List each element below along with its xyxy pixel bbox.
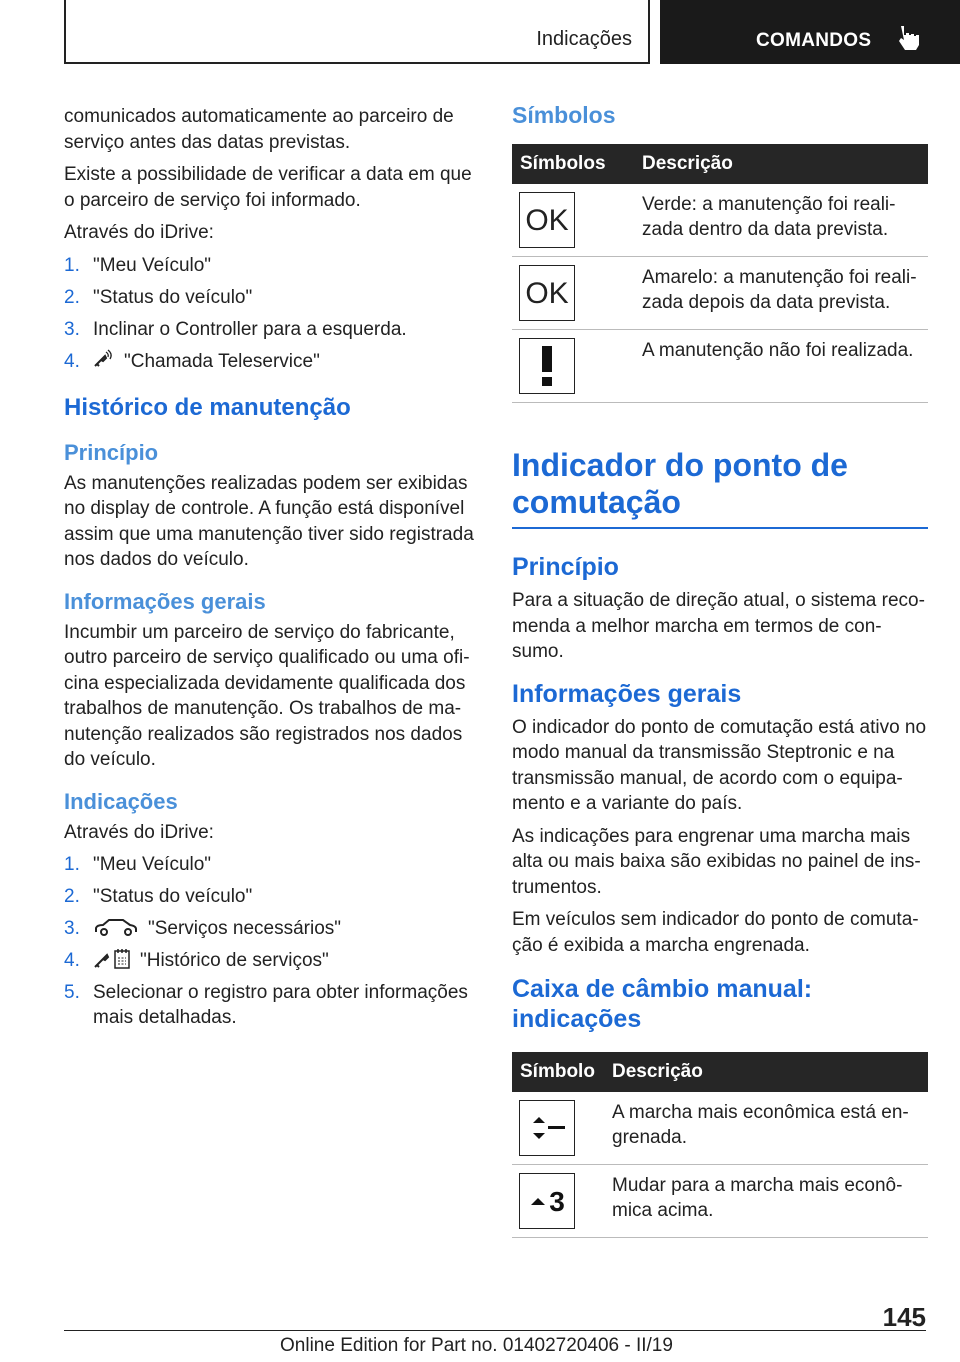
subsection-heading: Símbolos [512, 102, 616, 128]
left-column [64, 104, 476, 1037]
header-chapter-box [660, 0, 960, 64]
subsection-heading: Informações gerais [64, 588, 266, 614]
table-row [512, 1165, 928, 1238]
footer-edition: Online Edition for Part no. 01402720406 - II/19 [280, 1335, 673, 1356]
step-number: 4. [64, 350, 80, 372]
header-section-box [64, 0, 650, 64]
shift-up-icon: 3 [519, 1173, 575, 1229]
list-item [64, 349, 476, 374]
step-number: 5. [64, 982, 80, 1003]
symbol-cell [512, 184, 634, 257]
symbols-table [512, 144, 928, 403]
step-text: "Histórico de serviços" [140, 950, 329, 971]
column-header: Descrição [604, 1052, 928, 1092]
step-number: 1. [64, 854, 80, 875]
section-heading: Histórico de manutenção [64, 393, 351, 421]
paragraph: Incumbir um parceiro de serviço do fabricante, outro parceiro de serviço qualificado ou uma ofi‐ cina especializada devidamente qualificada dos trabalhos de manutenção. Os trabalhos de ma‐ nutenção realizados são registrados nos dados do veículo. [64, 621, 470, 770]
symbol-cell [512, 330, 634, 403]
subsection-heading: Princípio [64, 439, 159, 465]
step-number: 1. [64, 254, 80, 276]
list-item [64, 980, 476, 1030]
paragraph: Existe a possibilidade de verificar a data em que o parceiro de serviço foi informado. [64, 164, 472, 211]
gear-indications-table [512, 1052, 928, 1238]
step-text: "Status do veículo" [93, 286, 253, 308]
step-number: 2. [64, 286, 80, 308]
car-service-icon [93, 917, 139, 937]
list-item [64, 884, 476, 909]
gear-engaged-icon [519, 1100, 575, 1156]
paragraph: As manutenções realizadas podem ser exibidas no display de controle. A função está disponível assim que uma manutenção tiver sido registrada nos dados do veículo. [64, 472, 474, 570]
table-row [512, 330, 928, 403]
right-column [512, 102, 928, 1238]
table-row [512, 1092, 928, 1165]
description-cell: Mudar para a marcha mais econô‐ mica acima. [604, 1165, 928, 1238]
table-row [512, 184, 928, 257]
description-cell: A manutenção não foi realizada. [634, 330, 928, 403]
paragraph: comunicados automaticamente ao parceiro de serviço antes das datas previstas. [64, 106, 454, 153]
description-cell: Verde: a manutenção foi reali‐ zada dentro da data prevista. [634, 184, 928, 257]
service-history-icon [93, 948, 131, 970]
list-item [64, 852, 476, 877]
column-header: Descrição [634, 144, 928, 184]
page-number: 145 [882, 1302, 926, 1332]
column-header: Símbolos [512, 144, 634, 184]
paragraph: Através do iDrive: [64, 821, 214, 843]
description-cell: A marcha mais econômica está en‐ grenada. [604, 1092, 928, 1165]
step-number: 3. [64, 318, 80, 340]
ok-icon: OK [519, 265, 575, 321]
steps-list [64, 253, 476, 374]
paragraph: Através do iDrive: [64, 222, 214, 243]
step-text: "Status do veículo" [93, 886, 253, 907]
table-header-row [512, 144, 928, 184]
header-section-title: Indicações [536, 28, 632, 50]
step-number: 2. [64, 886, 80, 907]
description-cell: Amarelo: a manutenção foi reali‐ zada depois da data prevista. [634, 257, 928, 330]
step-number: 3. [64, 918, 80, 939]
step-text: Selecionar o registro para obter informações mais detalhadas. [93, 982, 468, 1028]
symbol-cell [512, 257, 634, 330]
paragraph: As indicações para engrenar uma marcha mais alta ou mais baixa são exibidas no painel de ins‐ trumentos. [512, 825, 921, 898]
pointing-hand-icon [896, 24, 922, 52]
step-text: "Meu Veículo" [93, 254, 212, 276]
exclamation-icon [519, 338, 575, 394]
step-text: "Chamada Teleservice" [124, 350, 320, 372]
step-text: "Meu Veículo" [93, 854, 212, 875]
paragraph: Para a situação de direção atual, o sistema reco‐ menda a melhor marcha em termos de con‐ sumo. [512, 590, 925, 662]
symbol-cell [512, 1165, 604, 1238]
section-heading: Informações gerais [512, 679, 742, 708]
subsection-heading: Indicações [64, 788, 178, 814]
list-item [64, 285, 476, 310]
symbol-cell [512, 1092, 604, 1165]
chapter-heading: Indicador do ponto de comutação [512, 447, 928, 529]
paragraph: Em veículos sem indicador do ponto de comuta‐ ção é exibida a marcha engrenada. [512, 909, 919, 956]
step-number: 4. [64, 950, 80, 971]
list-item [64, 948, 476, 973]
section-heading: Princípio [512, 553, 619, 581]
table-header-row [512, 1052, 928, 1092]
header-chapter-title: COMANDOS [756, 30, 872, 51]
list-item [64, 916, 476, 941]
step-text: "Serviços necessários" [148, 918, 342, 939]
paragraph: O indicador do ponto de comutação está ativo no modo manual da transmissão Steptronic e na transmissão manual, de acordo com o equipa‐ mento e a variante do país. [512, 716, 927, 814]
table-row [512, 257, 928, 330]
teleservice-icon [93, 349, 115, 369]
steps-list [64, 852, 476, 1030]
list-item [64, 317, 476, 342]
list-item [64, 253, 476, 278]
section-heading: Caixa de câmbio manual: indicações [512, 975, 813, 1033]
ok-icon: OK [519, 192, 575, 248]
column-header: Símbolo [512, 1052, 604, 1092]
step-text: Inclinar o Controller para a esquerda. [93, 318, 407, 340]
footer-divider [64, 1330, 926, 1331]
